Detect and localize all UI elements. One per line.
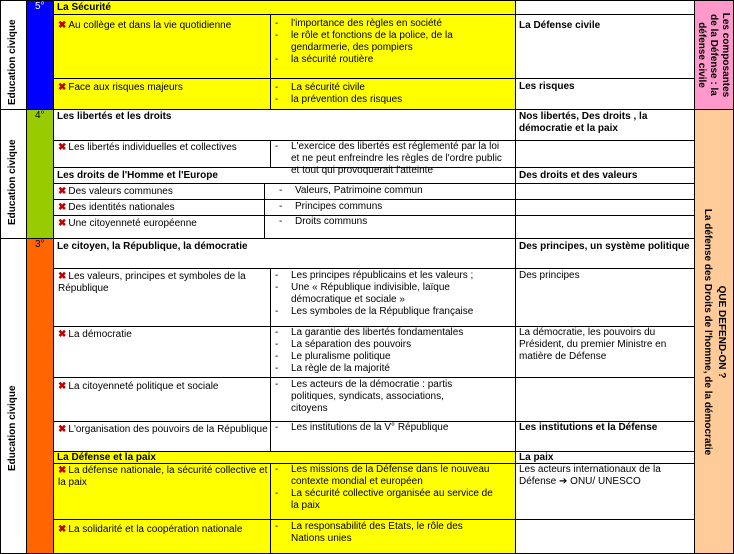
list-item: - l'importance des règles en société — [271, 18, 501, 30]
sec3-row5-label — [53, 463, 271, 520]
sec3-header-right-text: Des principes, un système politique — [519, 241, 690, 252]
sec3-row3-content — [270, 377, 516, 422]
sec1-row1-label — [53, 14, 271, 79]
sec3-row1-list — [271, 270, 491, 318]
sec1-row2-list — [271, 82, 501, 106]
x-mark-icon: ✖ — [58, 82, 67, 93]
sec3-row3-right — [515, 377, 695, 422]
sec3-row4-label-wrap — [58, 424, 268, 436]
sec2-row1-right — [515, 140, 695, 168]
side-label-civic-2 — [0, 109, 27, 239]
sec2-row3-label-text: Des identités nationales — [68, 202, 175, 213]
list-item: - L'exercice des libertés est réglementé par la loi et ne peut enfreindre les règles de l'ordre public et tout qui provoquerait l'atteinte — [271, 141, 507, 177]
sec3-row2-label-wrap — [58, 329, 132, 341]
x-mark-icon: ✖ — [58, 381, 67, 392]
sec2-row3-content — [264, 199, 516, 216]
side-label-civic-1 — [0, 0, 27, 110]
list-item: - La sécurité collective organisée au service de la paix — [271, 488, 495, 512]
sec2-row2-label-text: Des valeurs communes — [68, 186, 173, 197]
sec2-row2-label-wrap — [58, 186, 173, 198]
level-5-label: 5° — [35, 1, 45, 12]
sec2-header-text: Les libertés et les droits — [57, 111, 172, 122]
sec2-header2 — [53, 167, 516, 184]
level-3-label: 3° — [35, 239, 45, 250]
sec2-row1-label-wrap — [58, 142, 268, 154]
side-label-civic-3 — [0, 238, 27, 554]
sec2-header-right-text: Nos libertés, Des droits , la démocratie et la paix — [519, 111, 648, 134]
x-mark-icon: ✖ — [58, 271, 67, 282]
sec3-row2-label — [53, 326, 271, 378]
sec3-row2-right-text: La démocratie, les pouvoirs du Président, du premier Ministre en matière de Défense — [519, 327, 667, 362]
sec3-row1-label-text: Les valeurs, principes et symboles de la République — [58, 271, 246, 294]
sec1-header — [53, 0, 516, 15]
x-mark-icon: ✖ — [58, 424, 67, 435]
sec1-row2-label-wrap — [58, 82, 268, 94]
list-item: - Droits communs — [275, 216, 511, 228]
sec3-row4-right — [515, 421, 695, 452]
sec1-row2-label — [53, 78, 271, 110]
list-item: - Les symboles de la République française — [271, 306, 491, 318]
sec3-row4-content — [270, 421, 516, 452]
sec1-row2-right — [515, 78, 695, 110]
sec2-row2-list — [275, 185, 511, 197]
sec2-row4-content — [264, 215, 516, 239]
sec2-row1-content — [270, 140, 516, 176]
sec2-row4-list — [275, 216, 511, 228]
sec3-row3-label-wrap — [58, 381, 219, 393]
x-mark-icon: ✖ — [58, 142, 67, 153]
list-item: - Les principes républicains et les valeurs ; — [271, 270, 491, 282]
sec3-row5-content — [270, 463, 516, 520]
sec3-row2-list — [271, 327, 507, 375]
sec3-row6-label-text: La solidarité et la coopération nationale — [68, 524, 243, 535]
sec2-row1-label-text: Les libertés individuelles et collectives — [68, 142, 237, 153]
sec3-row4-label-text: L'organisation des pouvoirs de la République — [68, 424, 268, 435]
sec3-row6-list — [271, 521, 481, 545]
sec2-row3-label — [53, 199, 265, 216]
right-peach-line-2: La défense des Droits de l'homme, de la démocratie — [702, 208, 713, 456]
sec3-row3-label — [53, 377, 271, 422]
sec3-row5-right — [515, 463, 695, 520]
sec3-row1-right-text: Des principes — [519, 270, 580, 281]
sec1-header-text: La Sécurité — [57, 2, 111, 13]
sec1-row1-label-text: Au collège et dans la vie quotidienne — [68, 20, 232, 31]
level-4-label: 4° — [35, 110, 45, 121]
x-mark-icon: ✖ — [58, 202, 67, 213]
right-pink-line-2: de la Défense : la — [708, 14, 719, 96]
sec2-header2-text: Les droits de l'Homme et l'Europe — [57, 170, 218, 181]
sec2-row3-list — [275, 201, 511, 213]
sec1-row1-content — [270, 14, 516, 79]
sec3-row3-label-text: La citoyenneté politique et sociale — [68, 381, 219, 392]
list-item: - Le pluralisme politique — [271, 351, 507, 363]
list-item: - la prévention des risques — [271, 94, 501, 106]
sec3-row2-right — [515, 326, 695, 378]
sec3-row5-label-text: La défense nationale, la sécurité collective et la paix — [58, 465, 268, 488]
sec3-row1-label — [53, 268, 271, 327]
sec3-header-text: Le citoyen, la République, la démocratie — [57, 241, 248, 252]
sec1-row1-right-text: La Défense civile — [519, 20, 601, 31]
sec3-header2-text: La Défense et la paix — [57, 452, 156, 463]
sec3-row1-right — [515, 268, 695, 327]
sec3-row2-content — [270, 326, 516, 378]
level-4-band — [26, 109, 54, 239]
x-mark-icon: ✖ — [58, 218, 67, 229]
list-item: - La responsabilité des Etats, le rôle des Nations unies — [271, 521, 481, 545]
list-item: - La sécurité civile — [271, 82, 501, 94]
list-item: - Les institutions de la V° République — [271, 422, 507, 434]
sec3-header2-right-text: La paix — [519, 452, 554, 463]
list-item: - Les acteurs de la démocratie : partis politiques, syndicats, associations, citoyens — [271, 379, 481, 415]
list-item: - La règle de la majorité — [271, 363, 507, 375]
sec3-row5-label-wrap — [58, 465, 268, 489]
sec1-row2-content — [270, 78, 516, 110]
sec3-row6-content — [270, 519, 516, 554]
x-mark-icon: ✖ — [58, 465, 67, 476]
sec3-row6-label-wrap — [58, 524, 242, 536]
sec3-row5-right-text: Les acteurs internationaux de la Défense ➔ ONU/ UNESCO — [519, 464, 661, 487]
list-item: - la sécurité routière — [271, 54, 501, 66]
sec1-header-right — [515, 0, 695, 15]
sec2-header2-right-text: Des droits et des valeurs — [519, 170, 638, 181]
sec2-row2-label — [53, 183, 265, 200]
sec1-row1-label-wrap — [58, 20, 268, 32]
list-item: - Valeurs, Patrimoine commun — [275, 185, 511, 197]
sec2-row4-label — [53, 215, 265, 239]
sec3-row6-right — [515, 519, 695, 554]
side-label-civic-2-text: Education civique — [7, 139, 18, 225]
sec3-row1-content — [270, 268, 516, 327]
list-item: - le rôle et fonctions de la police, de la gendarmerie, des pompiers — [271, 30, 501, 54]
x-mark-icon: ✖ — [58, 524, 67, 535]
sec3-row4-right-text: Les institutions et la Défense — [519, 422, 658, 433]
sec2-row4-label-wrap — [58, 218, 197, 230]
side-label-civic-3-text: Education civique — [7, 385, 18, 471]
right-pink-line-3: défense civile — [696, 22, 707, 88]
sec1-row1-list — [271, 18, 501, 66]
sec1-row1-right — [515, 14, 695, 79]
sec3-row6-label — [53, 519, 271, 554]
sec3-header — [53, 238, 516, 269]
list-item: - La séparation des pouvoirs — [271, 339, 507, 351]
sec3-row3-list — [271, 379, 481, 415]
sec2-row4-right — [515, 215, 695, 239]
sec1-row2-label-text: Face aux risques majeurs — [68, 82, 183, 93]
sec3-row4-list — [271, 422, 507, 434]
sec2-header-right — [515, 109, 695, 141]
list-item: - Une « République indivisible, laïque démocratique et sociale » — [271, 282, 491, 306]
sec2-header — [53, 109, 516, 141]
sec3-row2-label-text: La démocratie — [68, 329, 132, 340]
list-item: - Les missions de la Défense dans le nouveau contexte mondial et européen — [271, 464, 495, 488]
level-3-band — [26, 238, 54, 554]
list-item: - Principes communs — [275, 201, 511, 213]
sec3-row1-label-wrap — [58, 271, 268, 295]
sec2-row4-label-text: Une citoyenneté européenne — [68, 218, 197, 229]
right-pink-line-1: Les composantes — [720, 12, 731, 98]
side-label-civic-1-text: Education civique — [7, 19, 18, 105]
sec3-header-right — [515, 238, 695, 269]
sec2-row3-label-wrap — [58, 202, 175, 214]
x-mark-icon: ✖ — [58, 20, 67, 31]
right-pink-block — [694, 0, 734, 110]
x-mark-icon: ✖ — [58, 186, 67, 197]
sec3-row4-label — [53, 421, 271, 452]
level-5-band — [26, 0, 54, 110]
right-peach-line-1: QUE DEFEND-ON ? — [716, 285, 727, 379]
right-peach-block — [694, 109, 734, 554]
sec3-row5-list — [271, 464, 495, 512]
sec1-row2-right-text: Les risques — [519, 81, 575, 92]
sec2-row3-right — [515, 199, 695, 216]
sec2-row2-content — [264, 183, 516, 200]
x-mark-icon: ✖ — [58, 329, 67, 340]
sec2-row1-label — [53, 140, 271, 168]
sec2-header2-right — [515, 167, 695, 184]
sec2-row2-right — [515, 183, 695, 200]
list-item: - La garantie des libertés fondamentales — [271, 327, 507, 339]
